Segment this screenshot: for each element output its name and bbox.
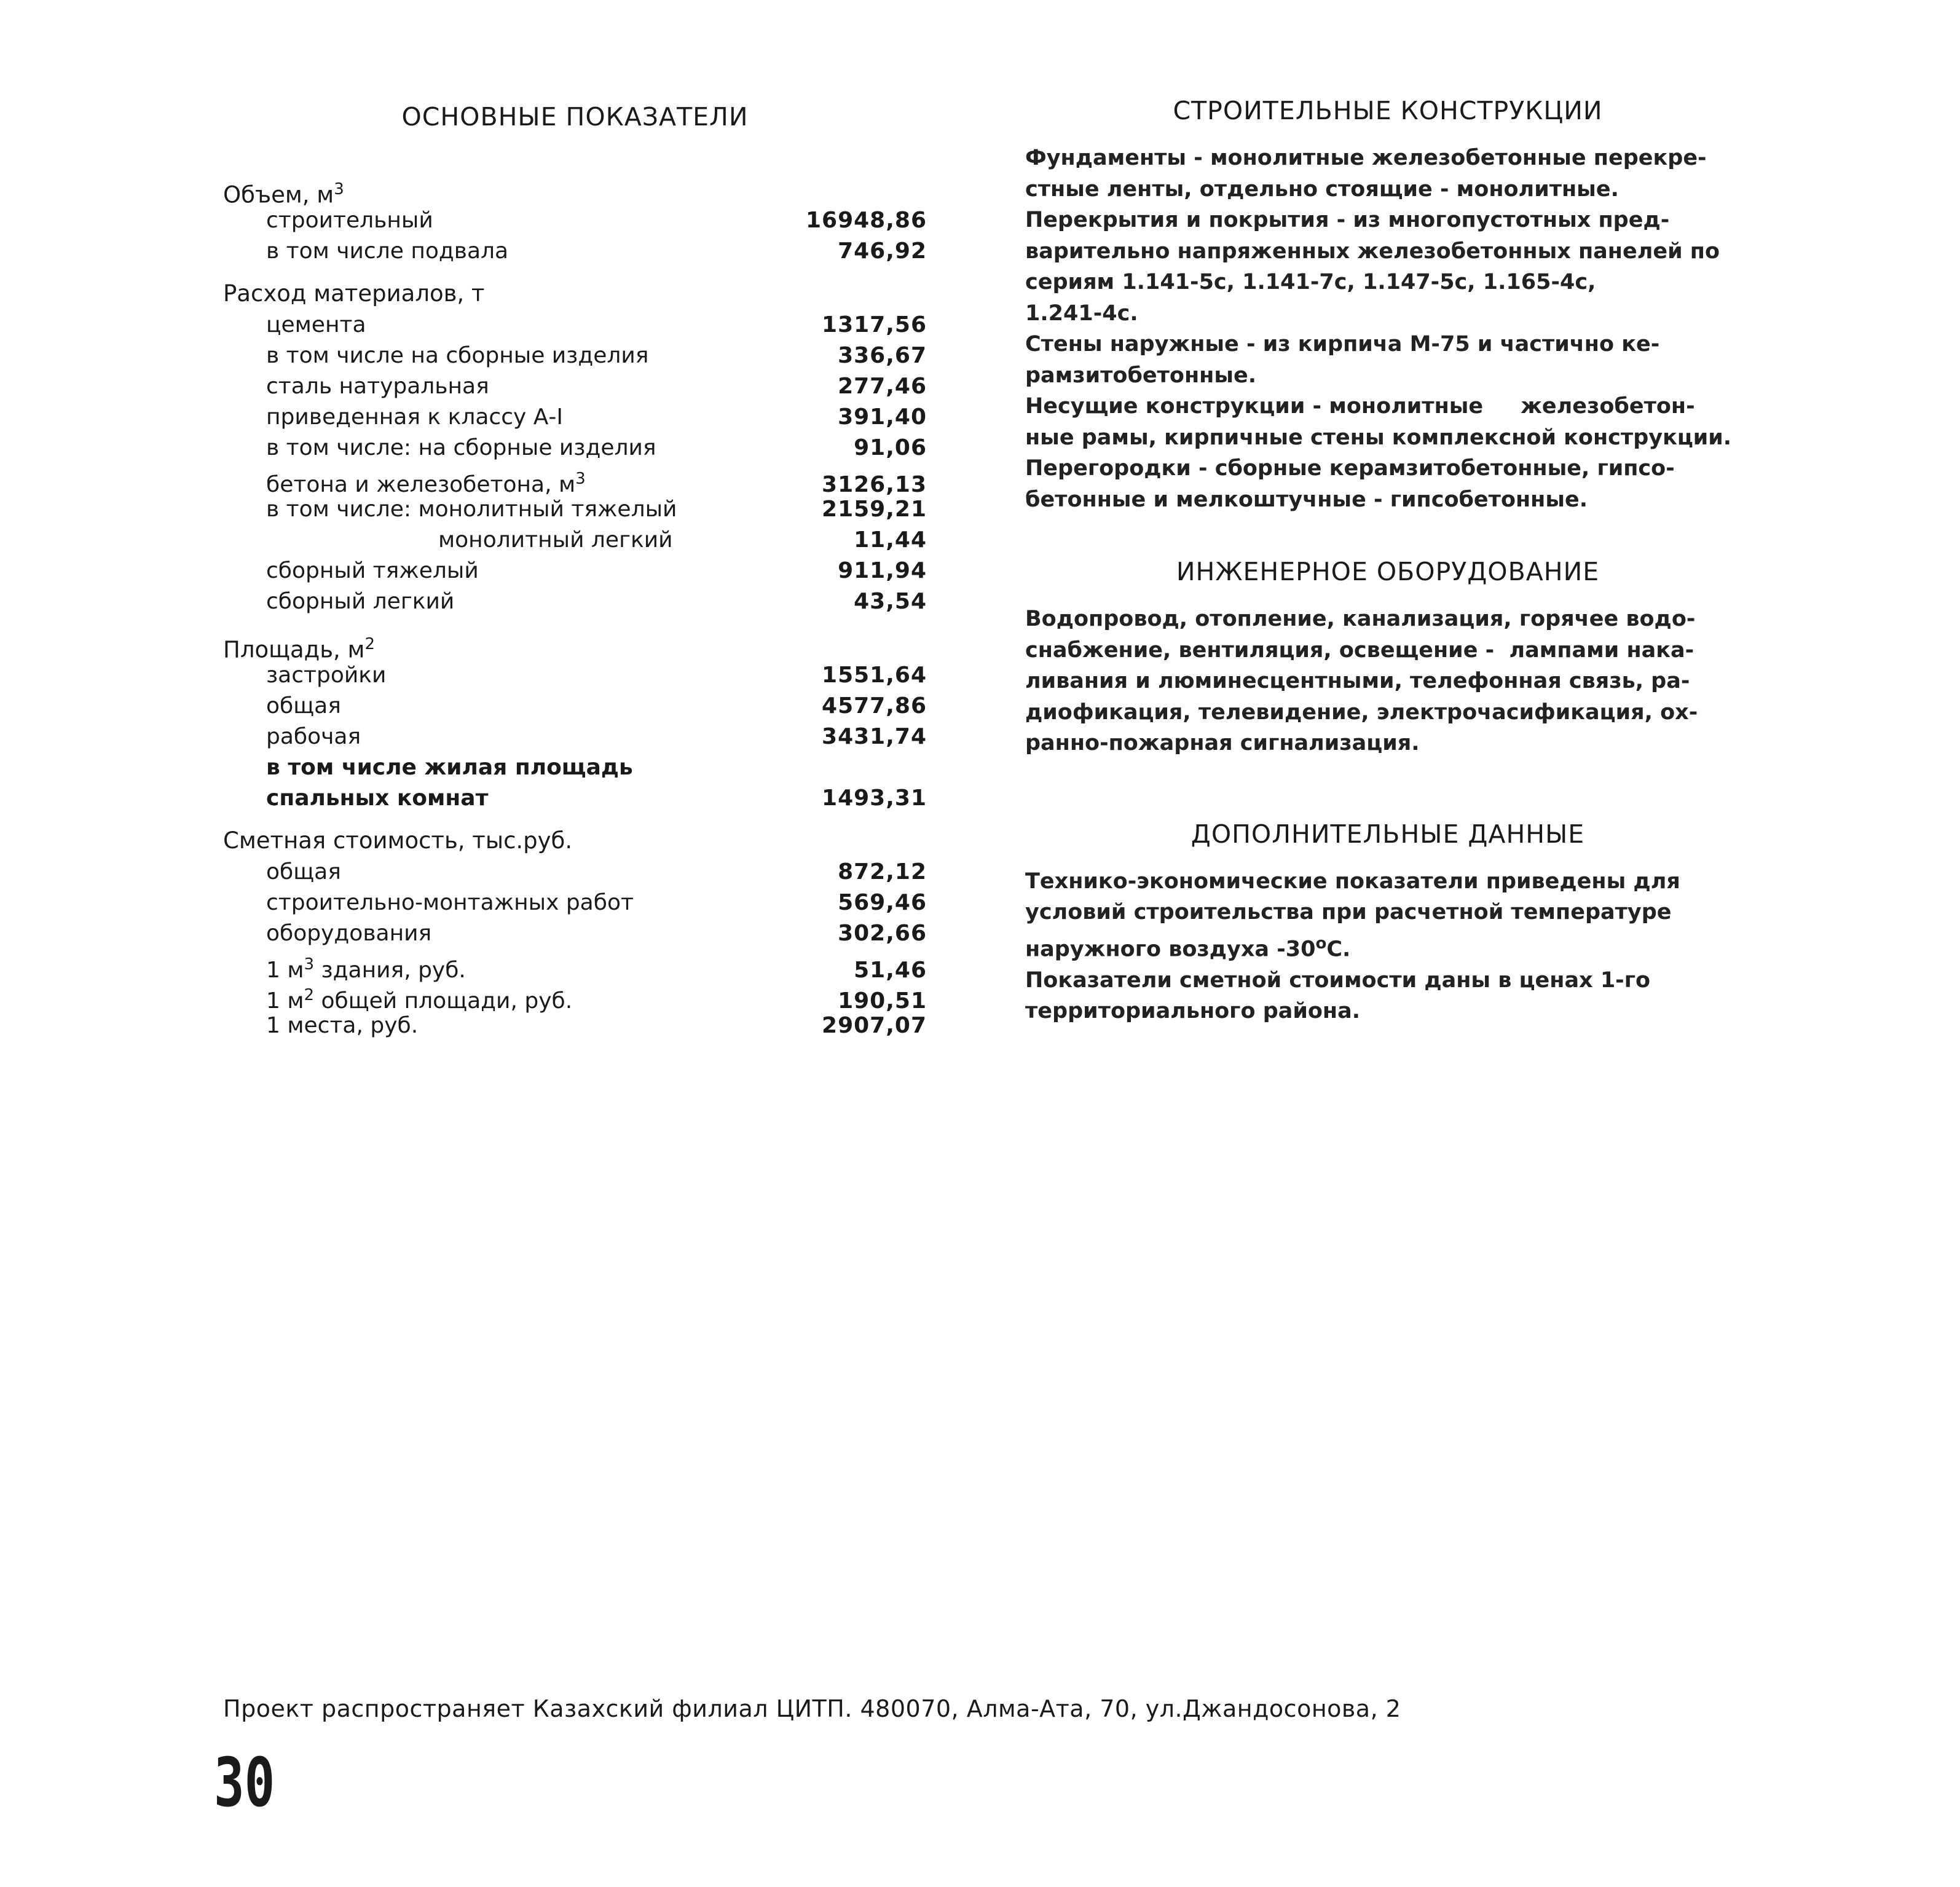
structures-section <box>1025 92 1750 515</box>
structures-line: рамзитобетонные. <box>1025 363 1257 388</box>
additional-line: Показатели сметной стоимости даны в ценах 1-го <box>1025 967 1651 993</box>
table-row <box>223 586 927 617</box>
table-row <box>223 433 927 463</box>
structures-line: Стены наружные - из кирпича М-75 и частично ке- <box>1025 332 1660 357</box>
row-value: 3126,13 <box>822 472 927 497</box>
main-indicators <box>223 98 927 1052</box>
table-row <box>223 494 927 525</box>
row-label: цемента <box>266 312 366 337</box>
table-row <box>223 691 927 722</box>
engineering-section <box>1025 553 1750 759</box>
row-label: бетона и железобетона, $м^3$ <box>266 470 586 497</box>
row-value: 1551,64 <box>822 663 927 688</box>
materials-title: Расход материалов, т <box>223 280 485 307</box>
engineering-line: ливания и люминесцентными, телефонная связь, ра- <box>1025 669 1690 693</box>
row-value: 391,40 <box>838 404 927 430</box>
volume-unit-sup: 3 <box>334 180 344 199</box>
structures-line: Перегородки - сборные керамзитобетонные, гипсо- <box>1025 456 1675 481</box>
additional-line: территориального района. <box>1025 999 1361 1024</box>
structures-line: варительно напряженных железобетонных панелей по <box>1025 238 1720 264</box>
additional-line: наружного воздуха $-30^оС$. <box>1025 934 1351 962</box>
structures-line: 1.241-4с. <box>1025 301 1138 326</box>
main-indicators-heading: ОСНОВНЫЕ ПОКАЗАТЕЛИ <box>401 102 749 132</box>
cost-title: Сметная стоимость, тыс.руб. <box>223 827 573 854</box>
cost-group <box>223 825 927 1041</box>
table-row <box>223 752 927 783</box>
table-row <box>223 236 927 267</box>
table-row <box>223 660 927 691</box>
row-value: 16948,86 <box>805 208 927 233</box>
structures-line: ные рамы, кирпичные стены комплексной конструкции. <box>1025 425 1732 450</box>
row-label: общая <box>266 693 341 719</box>
table-row <box>223 857 927 888</box>
unit-sup: 2 <box>304 986 315 1004</box>
footer-publisher: Проект распространяет Казахский филиал ЦИТП. 480070, Алма-Ата, 70, ул.Джандосонова, 2 <box>223 1695 1401 1722</box>
structures-line: стные ленты, отдельно стоящие - монолитные. <box>1025 176 1619 202</box>
row-label: монолитный легкий <box>438 527 673 553</box>
volume-group <box>223 173 927 267</box>
row-value: 911,94 <box>838 558 927 583</box>
row-label: 1 $м^2$ общей площади, руб. <box>266 986 573 1014</box>
table-row <box>223 918 927 949</box>
row-value: 746,92 <box>838 238 927 264</box>
row-value: 336,67 <box>838 343 927 368</box>
row-label: спальных комнат <box>266 786 489 811</box>
structures-heading: СТРОИТЕЛЬНЫЕ КОНСТРУКЦИИ <box>1173 96 1603 125</box>
row-label: застройки <box>266 663 387 688</box>
row-value: 277,46 <box>838 374 927 399</box>
additional-line: Технико-экономические показатели приведены для <box>1025 869 1680 894</box>
row-value: 51,46 <box>854 958 927 983</box>
area-unit-sup: 2 <box>364 635 376 653</box>
row-label: в том числе на сборные изделия <box>266 343 649 368</box>
volume-title: Объем, $м^3$ <box>223 180 344 208</box>
row-label: приведенная к классу А-I <box>266 404 563 430</box>
row-label: сборный легкий <box>266 589 455 614</box>
row-label: рабочая <box>266 724 361 749</box>
row-label: в том числе жилая площадь <box>266 755 633 780</box>
engineering-line: снабжение, вентиляция, освещение - лампами нака- <box>1025 637 1694 663</box>
area-title: Площадь, $м^2$ <box>223 635 376 663</box>
row-value: 4577,86 <box>822 693 927 719</box>
row-label: в том числе: монолитный тяжелый <box>266 497 677 522</box>
engineering-heading: ИНЖЕНЕРНОЕ ОБОРУДОВАНИЕ <box>1176 557 1600 586</box>
table-row <box>223 463 927 497</box>
row-label: сборный тяжелый <box>266 558 479 583</box>
table-row <box>223 888 927 918</box>
structures-line: Фундаменты - монолитные железобетонные перекре- <box>1025 146 1707 170</box>
row-value: 190,51 <box>838 988 927 1014</box>
engineering-line: Водопровод, отопление, канализация, горячее водо- <box>1025 607 1696 631</box>
table-row <box>223 525 927 556</box>
row-label: оборудования <box>266 921 432 946</box>
table-row <box>223 556 927 586</box>
table-row <box>223 722 927 752</box>
row-value: 3431,74 <box>822 724 927 749</box>
row-value: 872,12 <box>838 859 927 884</box>
additional-line: условий строительства при расчетной температуре <box>1025 900 1672 924</box>
row-label: в том числе подвала <box>266 238 509 264</box>
row-value: 1493,31 <box>822 786 927 811</box>
table-row <box>223 205 927 236</box>
row-value: 1317,56 <box>822 312 927 337</box>
structures-line: Несущие конструкции - монолитные железобетон- <box>1025 394 1695 419</box>
row-label: строительно-монтажных работ <box>266 890 634 915</box>
additional-section <box>1025 816 1750 1027</box>
table-row <box>223 783 927 814</box>
degree-sup: о <box>1315 934 1327 953</box>
page-number: 30 <box>214 1743 275 1822</box>
row-label: 1 $м^3$ здания, руб. <box>266 955 466 983</box>
table-row <box>223 402 927 433</box>
additional-heading: ДОПОЛНИТЕЛЬНЫЕ ДАННЫЕ <box>1191 819 1585 849</box>
structures-line: Перекрытия и покрытия - из многопустотных пред- <box>1025 208 1670 232</box>
engineering-line: диофикация, телевидение, электрочасификация, ох- <box>1025 699 1698 725</box>
structures-line: бетонные и мелкоштучные - гипсобетонные. <box>1025 487 1588 512</box>
row-label: общая <box>266 859 341 884</box>
row-value: 91,06 <box>854 435 927 460</box>
row-label: сталь натуральная <box>266 374 489 399</box>
unit-sup: 3 <box>304 955 315 974</box>
table-row <box>223 310 927 341</box>
row-value: 11,44 <box>854 527 927 553</box>
row-value: 2907,07 <box>822 1013 927 1038</box>
row-value: 43,54 <box>854 589 927 614</box>
row-label: в том числе: на сборные изделия <box>266 435 656 460</box>
row-value: 2159,21 <box>822 497 927 522</box>
table-row <box>223 1010 927 1041</box>
table-row <box>223 371 927 402</box>
area-group <box>223 628 927 814</box>
row-value: 569,46 <box>838 890 927 915</box>
table-row <box>223 949 927 983</box>
materials-group <box>223 278 927 617</box>
unit-sup: 3 <box>575 470 586 488</box>
table-row <box>223 341 927 371</box>
engineering-line: ранно-пожарная сигнализация. <box>1025 731 1420 755</box>
row-value: 302,66 <box>838 921 927 946</box>
structures-line: сериям 1.141-5с, 1.141-7с, 1.147-5с, 1.165-4с, <box>1025 270 1596 294</box>
row-label: 1 места, руб. <box>266 1013 419 1038</box>
row-label: строительный <box>266 208 433 233</box>
right-column <box>1025 92 1750 1027</box>
